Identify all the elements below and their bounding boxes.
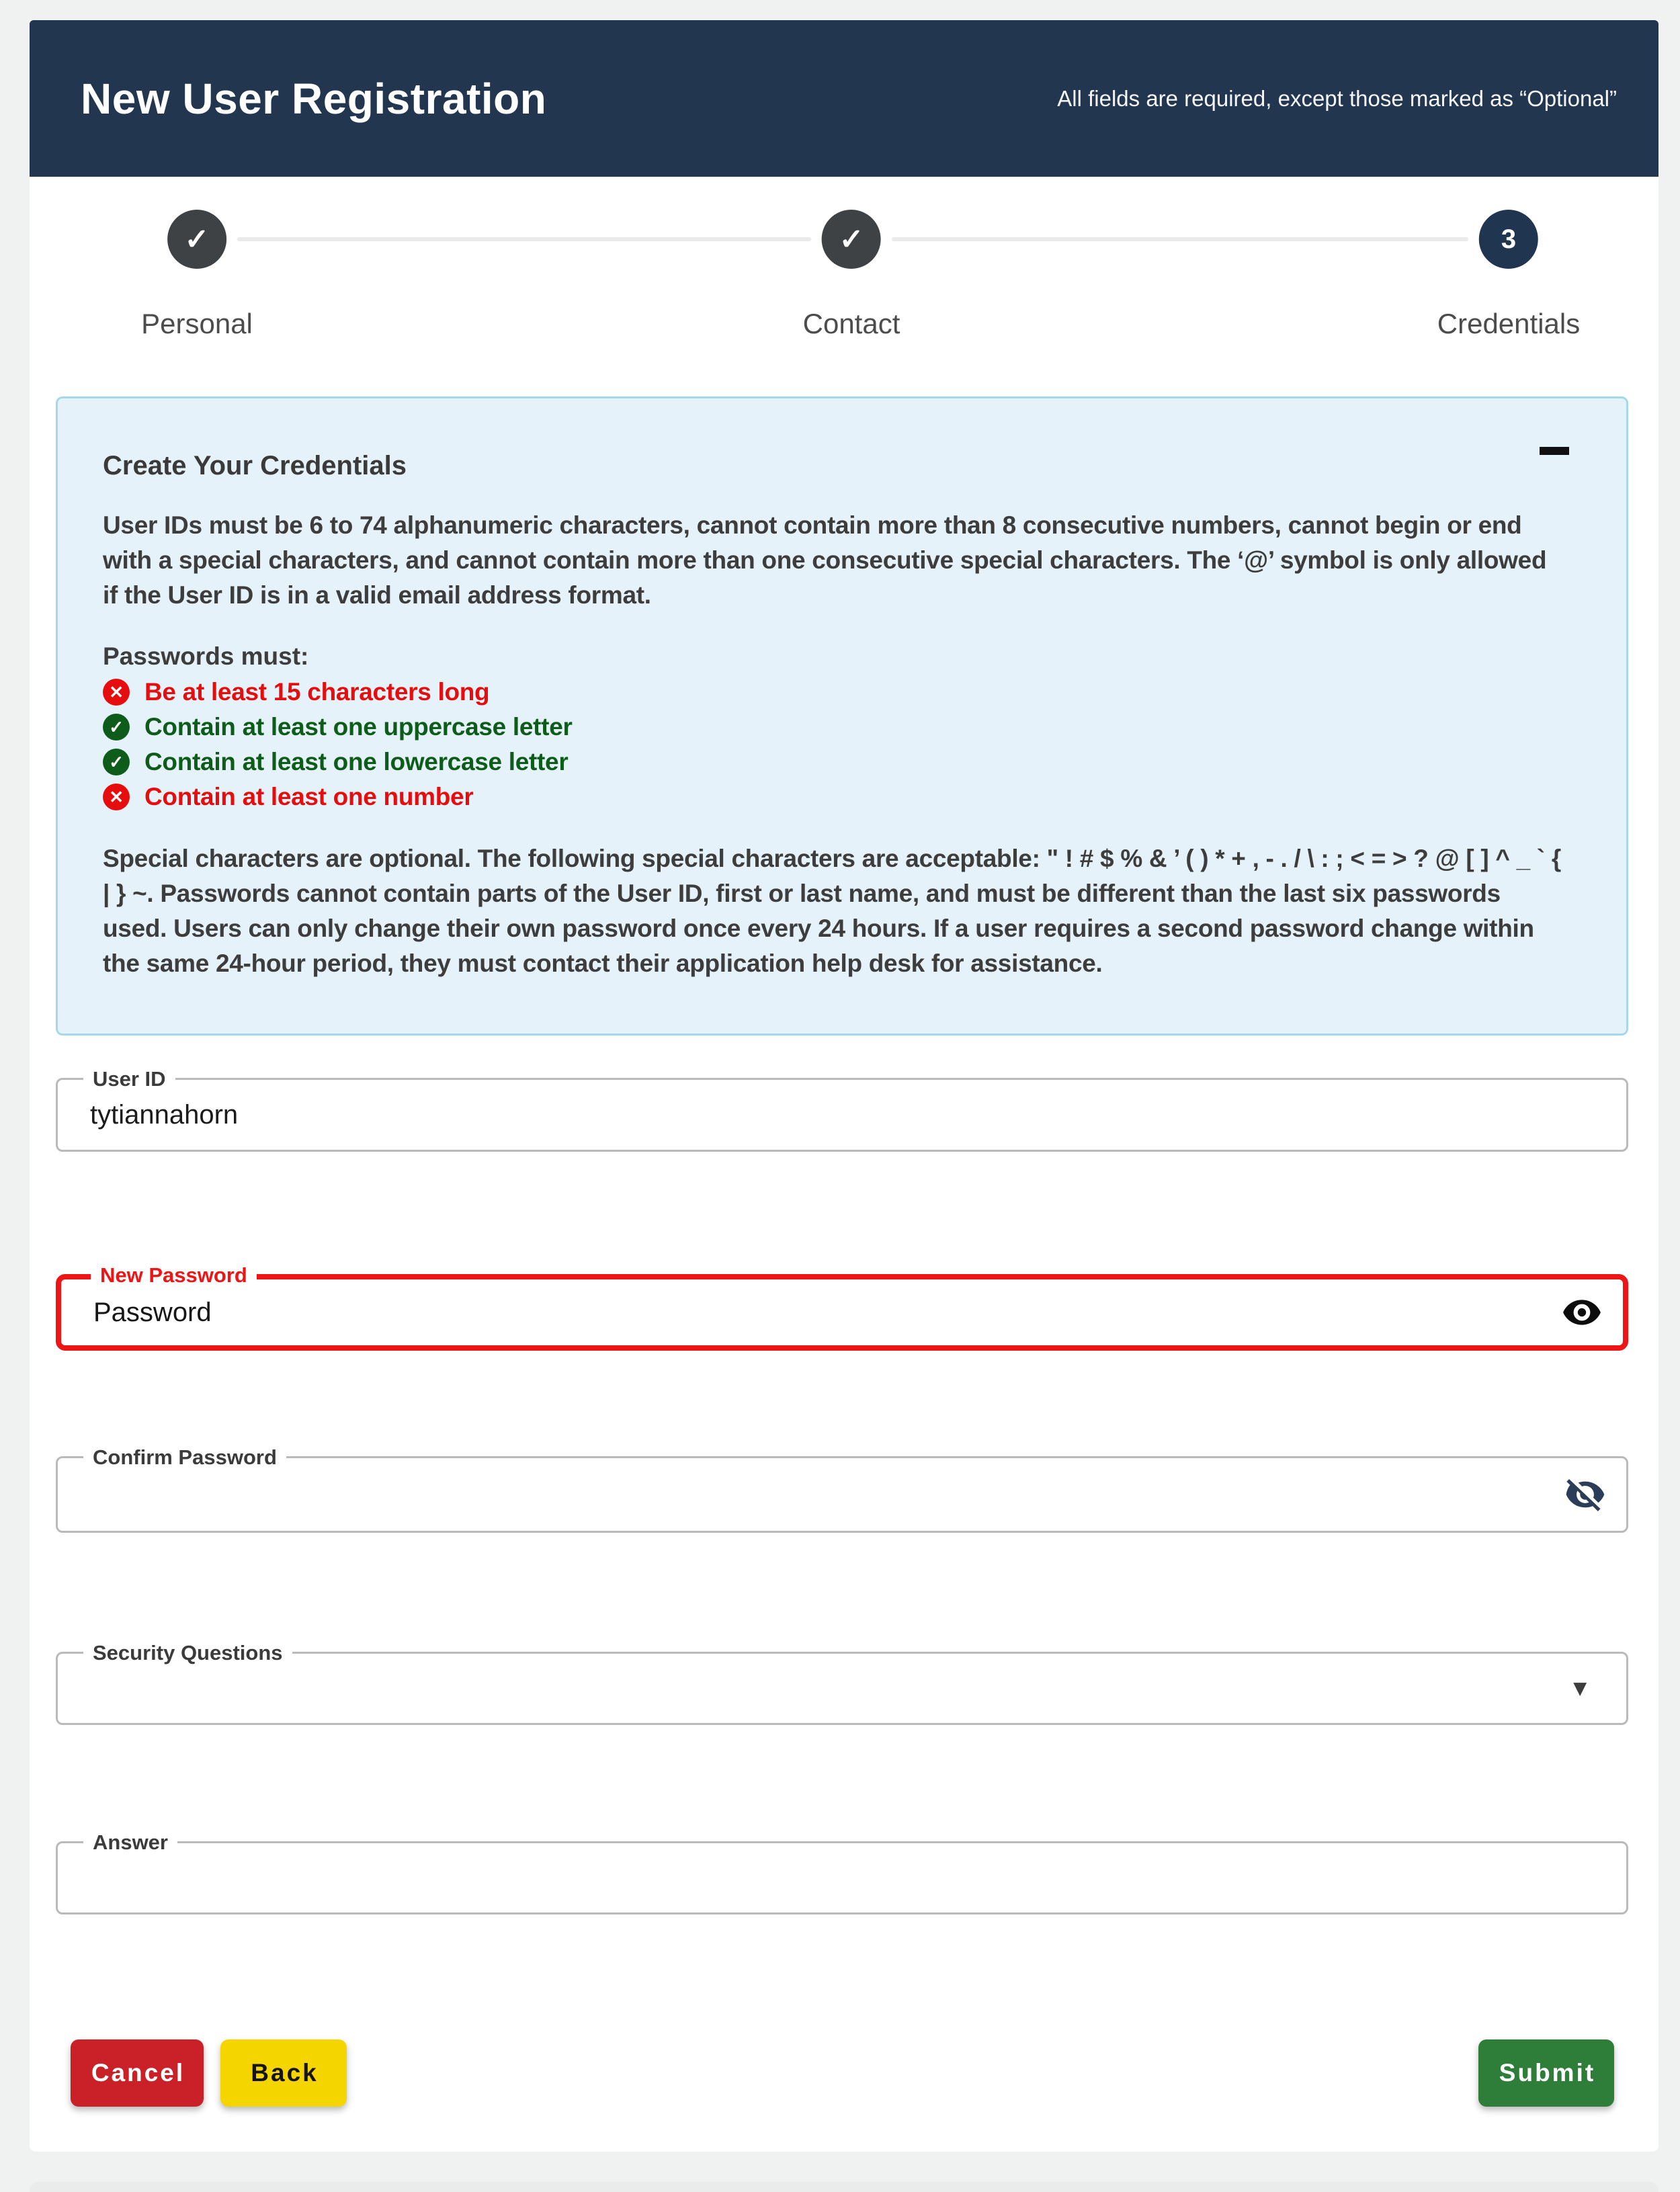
password-rules-heading: Passwords must: xyxy=(103,642,309,670)
userid-rules-paragraph: User IDs must be 6 to 74 alphanumeric characters, cannot contain more than 8 consecutive numbers, cannot begin or end with a special characters, and cannot contain more than one consecutive special characters. The ‘@’ symbol is only allowed if the User ID is in a valid email address format. xyxy=(103,511,1547,609)
credentials-info-panel xyxy=(56,396,1628,1036)
caret-down-icon[interactable]: ▼ xyxy=(1568,1675,1591,1701)
page-header xyxy=(30,20,1658,177)
eye-icon[interactable] xyxy=(1560,1290,1604,1335)
step-contact[interactable] xyxy=(803,210,900,340)
cancel-button[interactable]: Cancel xyxy=(71,2039,204,2107)
info-panel-title: Create Your Credentials xyxy=(103,451,407,480)
rule-text: Contain at least one uppercase letter xyxy=(144,713,573,741)
page-title: New User Registration xyxy=(81,74,547,123)
password-rule xyxy=(103,675,1566,710)
check-circle-icon: ✓ xyxy=(103,749,130,775)
step-label: Personal xyxy=(141,308,253,339)
minus-icon[interactable] xyxy=(1540,447,1569,455)
registration-card xyxy=(30,20,1658,2152)
step-credentials[interactable] xyxy=(1437,210,1580,340)
confirm-password-label: Confirm Password xyxy=(83,1445,286,1470)
check-icon: ✓ xyxy=(167,210,226,269)
stepper-connector xyxy=(237,237,811,241)
check-circle-icon: ✓ xyxy=(103,714,130,741)
security-questions-field xyxy=(56,1641,1628,1725)
user-id-label: User ID xyxy=(83,1067,175,1091)
submit-button[interactable]: Submit xyxy=(1478,2039,1614,2107)
step-personal[interactable] xyxy=(141,210,253,340)
stepper-connector xyxy=(892,237,1468,241)
step-number: 3 xyxy=(1479,210,1538,269)
password-rule xyxy=(103,779,1566,814)
confirm-password-field xyxy=(56,1445,1628,1533)
eye-off-icon[interactable] xyxy=(1563,1472,1607,1517)
rule-text: Be at least 15 characters long xyxy=(144,678,490,706)
next-section-edge xyxy=(30,2182,1658,2192)
password-rules-list xyxy=(103,675,1566,814)
x-circle-icon: ✕ xyxy=(103,784,130,810)
user-id-field xyxy=(56,1067,1628,1152)
answer-input[interactable] xyxy=(58,1843,1626,1912)
rule-text: Contain at least one lowercase letter xyxy=(144,748,569,775)
security-questions-select[interactable] xyxy=(58,1654,1626,1723)
user-id-input[interactable] xyxy=(58,1080,1626,1150)
new-password-field xyxy=(56,1263,1628,1351)
password-rule xyxy=(103,745,1566,779)
check-icon: ✓ xyxy=(822,210,881,269)
back-button[interactable]: Back xyxy=(220,2039,347,2107)
new-password-label: New Password xyxy=(91,1263,257,1288)
step-label: Credentials xyxy=(1437,308,1581,339)
x-circle-icon: ✕ xyxy=(103,679,130,706)
answer-field xyxy=(56,1830,1628,1914)
special-characters-paragraph: Special characters are optional. The following special characters are acceptable: " ! # $ % & ’ ( ) * + , - . / \ : ; < = > ? @ [ ] ^ _ ` { | } ~. Passwords cannot contain parts of the User ID, first or last name, and must be different than the last six passwords used. Users can only change their own password once every 24 hours. If a user requires a second password change within the same 24-hour period, they must contact their application help desk for assistance. xyxy=(103,845,1561,977)
rule-text: Contain at least one number xyxy=(144,783,474,810)
step-label: Contact xyxy=(802,308,900,339)
confirm-password-input[interactable] xyxy=(58,1458,1626,1531)
required-fields-note: All fields are required, except those marked as “Optional” xyxy=(1057,85,1617,111)
security-questions-label: Security Questions xyxy=(83,1641,292,1665)
password-rule xyxy=(103,710,1566,745)
new-password-input[interactable] xyxy=(61,1279,1623,1345)
answer-label: Answer xyxy=(83,1830,177,1855)
